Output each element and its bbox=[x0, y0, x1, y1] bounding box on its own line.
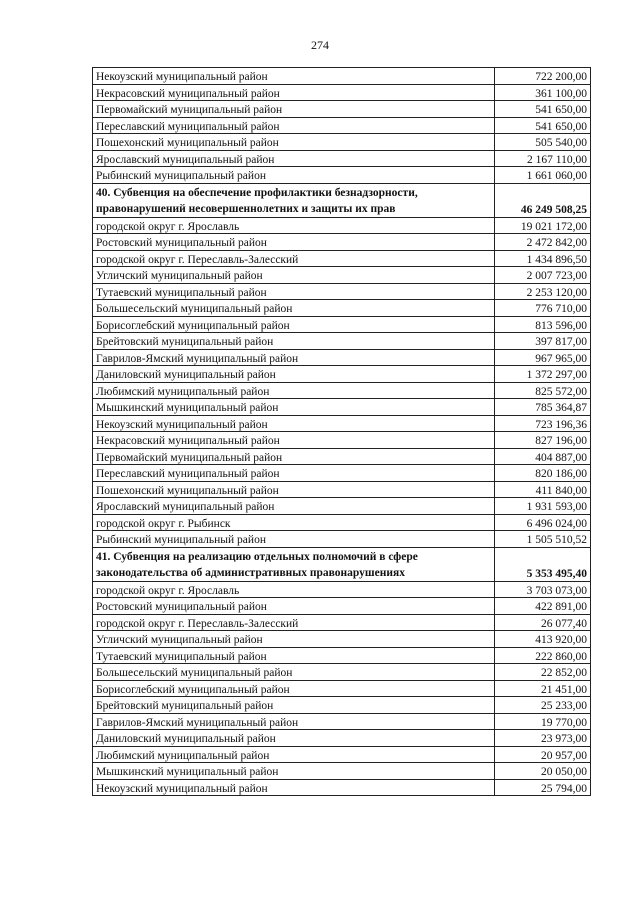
amount: 21 451,00 bbox=[495, 680, 591, 697]
amount: 413 920,00 bbox=[495, 631, 591, 648]
table-row bbox=[93, 267, 591, 284]
amount: 422 891,00 bbox=[495, 598, 591, 615]
table-row bbox=[93, 631, 591, 648]
district-name: Первомайский муниципальный район bbox=[93, 101, 495, 118]
district-name: городской округ г. Ярославль bbox=[93, 217, 495, 234]
amount: 776 710,00 bbox=[495, 300, 591, 317]
district-name: Ростовский муниципальный район bbox=[93, 598, 495, 615]
amount: 723 196,36 bbox=[495, 415, 591, 432]
section-row bbox=[93, 183, 591, 217]
district-name: Борисоглебский муниципальный район bbox=[93, 680, 495, 697]
amount: 404 887,00 bbox=[495, 448, 591, 465]
amount: 25 794,00 bbox=[495, 779, 591, 796]
table-row bbox=[93, 581, 591, 598]
section-row bbox=[93, 547, 591, 581]
page-number: 274 bbox=[311, 38, 329, 52]
table-row bbox=[93, 448, 591, 465]
table-row bbox=[93, 730, 591, 747]
amount: 722 200,00 bbox=[495, 68, 591, 85]
section-total: 5 353 495,40 bbox=[495, 547, 591, 581]
district-name: Мышкинский муниципальный район bbox=[93, 763, 495, 780]
subvention-table bbox=[92, 67, 591, 796]
table-row bbox=[93, 531, 591, 548]
amount: 222 860,00 bbox=[495, 647, 591, 664]
district-name: Гаврилов-Ямский муниципальный район bbox=[93, 713, 495, 730]
amount: 22 852,00 bbox=[495, 664, 591, 681]
district-name: Угличский муниципальный район bbox=[93, 267, 495, 284]
table-row bbox=[93, 432, 591, 449]
table-row bbox=[93, 399, 591, 416]
section-total: 46 249 508,25 bbox=[495, 183, 591, 217]
district-name: Любимский муниципальный район bbox=[93, 746, 495, 763]
table-row bbox=[93, 498, 591, 515]
table-row bbox=[93, 481, 591, 498]
table-row bbox=[93, 746, 591, 763]
district-name: городской округ г. Ярославль bbox=[93, 581, 495, 598]
district-name: городской округ г. Переславль-Залесский bbox=[93, 250, 495, 267]
amount: 20 050,00 bbox=[495, 763, 591, 780]
amount: 2 253 120,00 bbox=[495, 283, 591, 300]
district-name: Ярославский муниципальный район bbox=[93, 498, 495, 515]
amount: 827 196,00 bbox=[495, 432, 591, 449]
amount: 2 007 723,00 bbox=[495, 267, 591, 284]
table-row bbox=[93, 713, 591, 730]
amount: 2 472 842,00 bbox=[495, 234, 591, 251]
amount: 25 233,00 bbox=[495, 697, 591, 714]
table-row bbox=[93, 217, 591, 234]
amount: 19 021 172,00 bbox=[495, 217, 591, 234]
district-name: Пошехонский муниципальный район bbox=[93, 481, 495, 498]
amount: 1 931 593,00 bbox=[495, 498, 591, 515]
table-row bbox=[93, 664, 591, 681]
table-row bbox=[93, 598, 591, 615]
table-row bbox=[93, 415, 591, 432]
table-row bbox=[93, 514, 591, 531]
table-row bbox=[93, 614, 591, 631]
amount: 361 100,00 bbox=[495, 84, 591, 101]
district-name: Некоузский муниципальный район bbox=[93, 415, 495, 432]
table-row bbox=[93, 101, 591, 118]
table-row bbox=[93, 366, 591, 383]
amount: 541 650,00 bbox=[495, 117, 591, 134]
district-name: Ярославский муниципальный район bbox=[93, 150, 495, 167]
district-name: Даниловский муниципальный район bbox=[93, 730, 495, 747]
table-row bbox=[93, 84, 591, 101]
table-row bbox=[93, 234, 591, 251]
amount: 1 434 896,50 bbox=[495, 250, 591, 267]
district-name: Даниловский муниципальный район bbox=[93, 366, 495, 383]
district-name: Некрасовский муниципальный район bbox=[93, 84, 495, 101]
district-name: Пошехонский муниципальный район bbox=[93, 134, 495, 151]
table-row bbox=[93, 680, 591, 697]
amount: 1 372 297,00 bbox=[495, 366, 591, 383]
amount: 411 840,00 bbox=[495, 481, 591, 498]
amount: 820 186,00 bbox=[495, 465, 591, 482]
district-name: Некоузский муниципальный район bbox=[93, 779, 495, 796]
amount: 26 077,40 bbox=[495, 614, 591, 631]
district-name: Тутаевский муниципальный район bbox=[93, 647, 495, 664]
district-name: Борисоглебский муниципальный район bbox=[93, 316, 495, 333]
district-name: Брейтовский муниципальный район bbox=[93, 697, 495, 714]
amount: 505 540,00 bbox=[495, 134, 591, 151]
amount: 6 496 024,00 bbox=[495, 514, 591, 531]
district-name: Рыбинский муниципальный район bbox=[93, 167, 495, 184]
district-name: городской округ г. Переславль-Залесский bbox=[93, 614, 495, 631]
amount: 1 505 510,52 bbox=[495, 531, 591, 548]
amount: 19 770,00 bbox=[495, 713, 591, 730]
amount: 785 364,87 bbox=[495, 399, 591, 416]
table-row bbox=[93, 349, 591, 366]
amount: 23 973,00 bbox=[495, 730, 591, 747]
amount: 2 167 110,00 bbox=[495, 150, 591, 167]
district-name: Большесельский муниципальный район bbox=[93, 664, 495, 681]
district-name: городской округ г. Рыбинск bbox=[93, 514, 495, 531]
table-row bbox=[93, 150, 591, 167]
district-name: Некоузский муниципальный район bbox=[93, 68, 495, 85]
amount: 3 703 073,00 bbox=[495, 581, 591, 598]
table-row bbox=[93, 465, 591, 482]
table-row bbox=[93, 134, 591, 151]
amount: 813 596,00 bbox=[495, 316, 591, 333]
table-row bbox=[93, 117, 591, 134]
amount: 1 661 060,00 bbox=[495, 167, 591, 184]
district-name: Некрасовский муниципальный район bbox=[93, 432, 495, 449]
district-name: Тутаевский муниципальный район bbox=[93, 283, 495, 300]
table-row bbox=[93, 333, 591, 350]
table-row bbox=[93, 68, 591, 85]
table-body bbox=[93, 68, 591, 796]
section-title: 40. Субвенция на обеспечение профилактики безнадзорности, правонарушений несовершеннолетних и защиты их прав bbox=[93, 183, 495, 217]
table-row bbox=[93, 167, 591, 184]
table-row bbox=[93, 250, 591, 267]
amount: 967 965,00 bbox=[495, 349, 591, 366]
section-title: 41. Субвенция на реализацию отдельных полномочий в сфере законодательства об административных правонарушениях bbox=[93, 547, 495, 581]
amount: 20 957,00 bbox=[495, 746, 591, 763]
district-name: Рыбинский муниципальный район bbox=[93, 531, 495, 548]
district-name: Большесельский муниципальный район bbox=[93, 300, 495, 317]
table-row bbox=[93, 283, 591, 300]
district-name: Переславский муниципальный район bbox=[93, 117, 495, 134]
table-row bbox=[93, 763, 591, 780]
table-row bbox=[93, 316, 591, 333]
district-name: Гаврилов-Ямский муниципальный район bbox=[93, 349, 495, 366]
district-name: Угличский муниципальный район bbox=[93, 631, 495, 648]
district-name: Первомайский муниципальный район bbox=[93, 448, 495, 465]
table-row bbox=[93, 779, 591, 796]
table-row bbox=[93, 382, 591, 399]
table-row bbox=[93, 697, 591, 714]
district-name: Ростовский муниципальный район bbox=[93, 234, 495, 251]
amount: 397 817,00 bbox=[495, 333, 591, 350]
table-row bbox=[93, 300, 591, 317]
district-name: Любимский муниципальный район bbox=[93, 382, 495, 399]
district-name: Переславский муниципальный район bbox=[93, 465, 495, 482]
district-name: Брейтовский муниципальный район bbox=[93, 333, 495, 350]
amount: 825 572,00 bbox=[495, 382, 591, 399]
table-row bbox=[93, 647, 591, 664]
district-name: Мышкинский муниципальный район bbox=[93, 399, 495, 416]
amount: 541 650,00 bbox=[495, 101, 591, 118]
